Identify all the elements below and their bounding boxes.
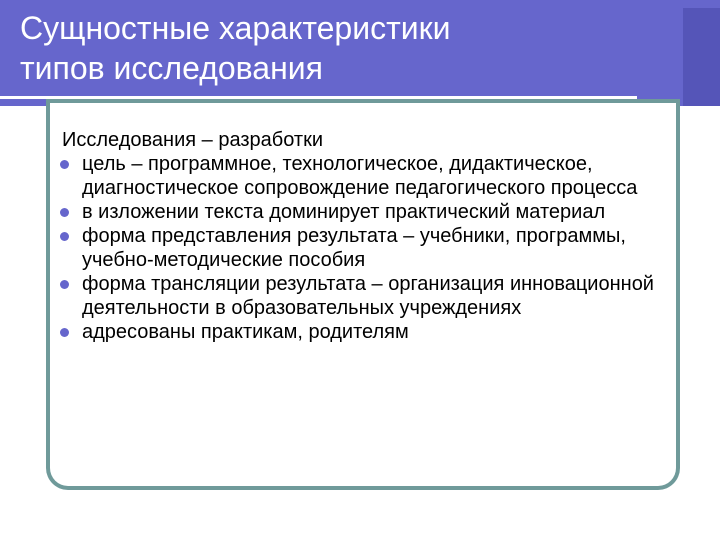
bullet-icon	[60, 160, 69, 169]
list-item-text: форма представления результата – учебники, программы, учебно-методические пособия	[82, 225, 626, 271]
list-item	[58, 200, 678, 224]
list-item	[58, 152, 678, 200]
slide-title	[20, 8, 450, 88]
list-item-text: в изложении текста доминирует практический материал	[82, 201, 606, 223]
list-item-text: адресованы практикам, родителям	[82, 321, 409, 343]
slide-title-line-1: Сущностные характеристики	[20, 10, 451, 46]
slide-body	[58, 128, 678, 344]
bullet-icon	[60, 208, 69, 217]
bullet-list	[58, 152, 678, 344]
list-item	[58, 224, 678, 272]
title-bar-accent	[683, 8, 720, 106]
content-frame-top-line	[46, 99, 680, 103]
bullet-icon	[60, 328, 69, 337]
section-heading: Исследования – разработки	[62, 129, 323, 151]
bullet-icon	[60, 280, 69, 289]
list-item-text: цель – программное, технологическое, дидактическое, диагностическое сопровождение педагогического процесса	[82, 153, 638, 199]
list-item-text: форма трансляции результата – организация инновационной деятельности в образовательных учреждениях	[82, 273, 654, 319]
list-item	[58, 320, 678, 344]
slide-title-line-2: типов исследования	[20, 50, 323, 86]
list-item	[58, 272, 678, 320]
bullet-icon	[60, 232, 69, 241]
